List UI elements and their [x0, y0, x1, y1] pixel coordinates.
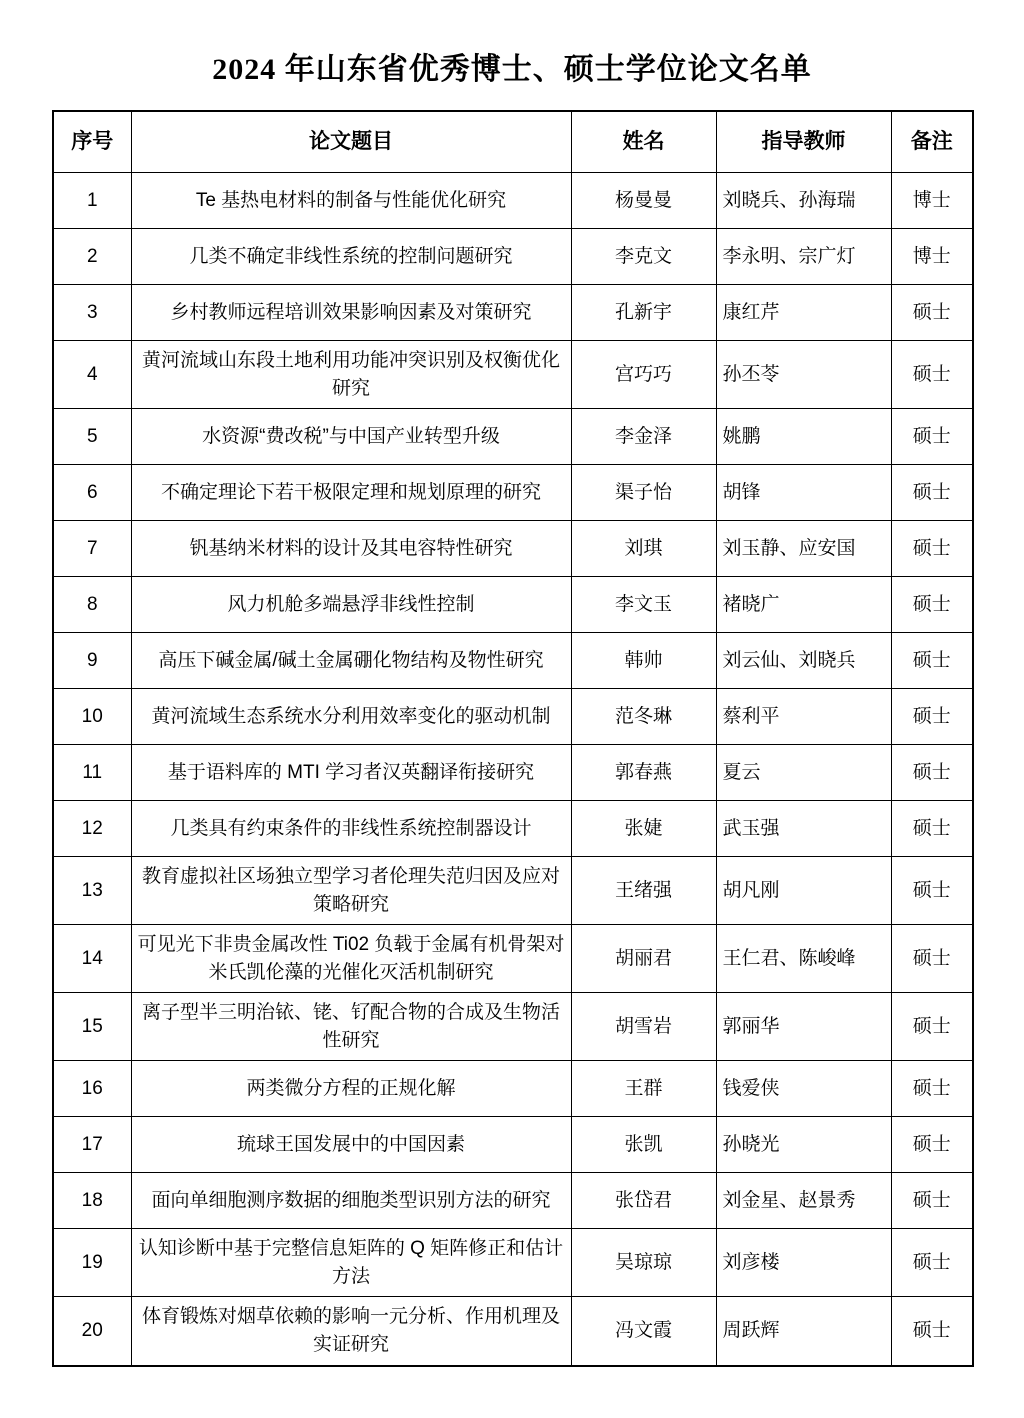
- table-row: [53, 1297, 973, 1366]
- cell-number: 3: [53, 285, 131, 341]
- column-header-title: 论文题目: [131, 111, 571, 173]
- cell-note: 硕士: [891, 745, 973, 801]
- cell-name: 孔新宇: [571, 285, 716, 341]
- cell-number: 18: [53, 1173, 131, 1229]
- cell-note: 硕士: [891, 1297, 973, 1366]
- cell-name: 郭春燕: [571, 745, 716, 801]
- cell-title: 几类具有约束条件的非线性系统控制器设计: [131, 801, 571, 857]
- cell-number: 19: [53, 1229, 131, 1297]
- table-row: [53, 633, 973, 689]
- cell-number: 9: [53, 633, 131, 689]
- cell-adviser: 刘彦楼: [716, 1229, 891, 1297]
- cell-title: 教育虚拟社区场独立型学习者伦理失范归因及应对策略研究: [131, 857, 571, 925]
- cell-number: 13: [53, 857, 131, 925]
- cell-name: 冯文霞: [571, 1297, 716, 1366]
- cell-name: 胡雪岩: [571, 993, 716, 1061]
- cell-title: 水资源“费改税”与中国产业转型升级: [131, 409, 571, 465]
- cell-adviser: 胡锋: [716, 465, 891, 521]
- cell-adviser: 李永明、宗广灯: [716, 229, 891, 285]
- cell-name: 韩帅: [571, 633, 716, 689]
- cell-name: 王群: [571, 1061, 716, 1117]
- cell-title: 琉球王国发展中的中国因素: [131, 1117, 571, 1173]
- cell-note: 硕士: [891, 1229, 973, 1297]
- cell-adviser: 姚鹏: [716, 409, 891, 465]
- cell-note: 硕士: [891, 409, 973, 465]
- cell-adviser: 夏云: [716, 745, 891, 801]
- cell-title: 认知诊断中基于完整信息矩阵的 Q 矩阵修正和估计方法: [131, 1229, 571, 1297]
- cell-title: 黄河流域山东段土地利用功能冲突识别及权衡优化研究: [131, 341, 571, 409]
- thesis-list-table: [52, 110, 974, 1367]
- cell-title: 乡村教师远程培训效果影响因素及对策研究: [131, 285, 571, 341]
- cell-adviser: 钱爱侠: [716, 1061, 891, 1117]
- cell-note: 硕士: [891, 925, 973, 993]
- cell-title: 面向单细胞测序数据的细胞类型识别方法的研究: [131, 1173, 571, 1229]
- table-row: [53, 993, 973, 1061]
- table-row: [53, 1061, 973, 1117]
- cell-note: 硕士: [891, 633, 973, 689]
- table-row: [53, 925, 973, 993]
- cell-name: 李金泽: [571, 409, 716, 465]
- table-row: [53, 465, 973, 521]
- cell-name: 宫巧巧: [571, 341, 716, 409]
- cell-title: 基于语料库的 MTI 学习者汉英翻译衔接研究: [131, 745, 571, 801]
- page-title: 2024 年山东省优秀博士、硕士学位论文名单: [212, 53, 812, 86]
- cell-number: 7: [53, 521, 131, 577]
- cell-name: 吴琼琼: [571, 1229, 716, 1297]
- cell-title: 不确定理论下若干极限定理和规划原理的研究: [131, 465, 571, 521]
- cell-note: 博士: [891, 173, 973, 229]
- cell-title: 体育锻炼对烟草依赖的影响一元分析、作用机理及实证研究: [131, 1297, 571, 1366]
- cell-adviser: 蔡利平: [716, 689, 891, 745]
- cell-adviser: 周跃辉: [716, 1297, 891, 1366]
- cell-title: Te 基热电材料的制备与性能优化研究: [131, 173, 571, 229]
- cell-number: 10: [53, 689, 131, 745]
- cell-number: 15: [53, 993, 131, 1061]
- table-row: [53, 577, 973, 633]
- cell-name: 胡丽君: [571, 925, 716, 993]
- table-header: [53, 111, 973, 173]
- cell-note: 硕士: [891, 521, 973, 577]
- cell-note: 硕士: [891, 993, 973, 1061]
- table-row: [53, 229, 973, 285]
- cell-note: 硕士: [891, 285, 973, 341]
- cell-adviser: 刘金星、赵景秀: [716, 1173, 891, 1229]
- cell-number: 17: [53, 1117, 131, 1173]
- cell-adviser: 王仁君、陈峻峰: [716, 925, 891, 993]
- cell-name: 王绪强: [571, 857, 716, 925]
- cell-name: 张岱君: [571, 1173, 716, 1229]
- cell-note: 硕士: [891, 689, 973, 745]
- cell-number: 2: [53, 229, 131, 285]
- cell-name: 杨曼曼: [571, 173, 716, 229]
- table-row: [53, 521, 973, 577]
- cell-note: 硕士: [891, 1173, 973, 1229]
- cell-adviser: 孙丕苓: [716, 341, 891, 409]
- cell-title: 钒基纳米材料的设计及其电容特性研究: [131, 521, 571, 577]
- cell-number: 14: [53, 925, 131, 993]
- cell-title: 两类微分方程的正规化解: [131, 1061, 571, 1117]
- cell-note: 硕士: [891, 341, 973, 409]
- cell-adviser: 武玉强: [716, 801, 891, 857]
- cell-note: 硕士: [891, 577, 973, 633]
- cell-name: 张婕: [571, 801, 716, 857]
- cell-note: 硕士: [891, 1117, 973, 1173]
- cell-adviser: 孙晓光: [716, 1117, 891, 1173]
- cell-number: 5: [53, 409, 131, 465]
- table-row: [53, 1117, 973, 1173]
- cell-name: 范冬琳: [571, 689, 716, 745]
- table-row: [53, 1173, 973, 1229]
- cell-adviser: 刘云仙、刘晓兵: [716, 633, 891, 689]
- cell-adviser: 胡凡刚: [716, 857, 891, 925]
- cell-note: 硕士: [891, 1061, 973, 1117]
- cell-title: 风力机舱多端悬浮非线性控制: [131, 577, 571, 633]
- table-row: [53, 285, 973, 341]
- cell-adviser: 刘玉静、应安国: [716, 521, 891, 577]
- cell-title: 离子型半三明治铱、铑、钌配合物的合成及生物活性研究: [131, 993, 571, 1061]
- column-header-name: 姓名: [571, 111, 716, 173]
- table-header-row: [53, 111, 973, 173]
- cell-adviser: 刘晓兵、孙海瑞: [716, 173, 891, 229]
- cell-name: 李文玉: [571, 577, 716, 633]
- cell-note: 硕士: [891, 857, 973, 925]
- table-row: [53, 689, 973, 745]
- cell-name: 李克文: [571, 229, 716, 285]
- cell-name: 渠子怡: [571, 465, 716, 521]
- cell-note: 硕士: [891, 801, 973, 857]
- cell-number: 6: [53, 465, 131, 521]
- cell-adviser: 郭丽华: [716, 993, 891, 1061]
- cell-number: 8: [53, 577, 131, 633]
- cell-number: 4: [53, 341, 131, 409]
- cell-number: 16: [53, 1061, 131, 1117]
- cell-number: 1: [53, 173, 131, 229]
- table-row: [53, 1229, 973, 1297]
- cell-name: 刘琪: [571, 521, 716, 577]
- table-row: [53, 173, 973, 229]
- column-header-adviser: 指导教师: [716, 111, 891, 173]
- table-container: [0, 110, 1024, 1367]
- cell-title: 高压下碱金属/碱土金属硼化物结构及物性研究: [131, 633, 571, 689]
- table-row: [53, 341, 973, 409]
- cell-note: 硕士: [891, 465, 973, 521]
- cell-number: 20: [53, 1297, 131, 1366]
- cell-number: 11: [53, 745, 131, 801]
- column-header-number: 序号: [53, 111, 131, 173]
- column-header-note: 备注: [891, 111, 973, 173]
- table-row: [53, 857, 973, 925]
- table-row: [53, 745, 973, 801]
- cell-adviser: 康红芹: [716, 285, 891, 341]
- cell-note: 博士: [891, 229, 973, 285]
- table-row: [53, 801, 973, 857]
- cell-name: 张凯: [571, 1117, 716, 1173]
- table-body: [53, 173, 973, 1366]
- table-row: [53, 409, 973, 465]
- cell-adviser: 褚晓广: [716, 577, 891, 633]
- cell-title: 几类不确定非线性系统的控制问题研究: [131, 229, 571, 285]
- cell-title: 黄河流域生态系统水分利用效率变化的驱动机制: [131, 689, 571, 745]
- cell-number: 12: [53, 801, 131, 857]
- cell-title: 可见光下非贵金属改性 Ti02 负载于金属有机骨架对米氏凯伦藻的光催化灭活机制研究: [131, 925, 571, 993]
